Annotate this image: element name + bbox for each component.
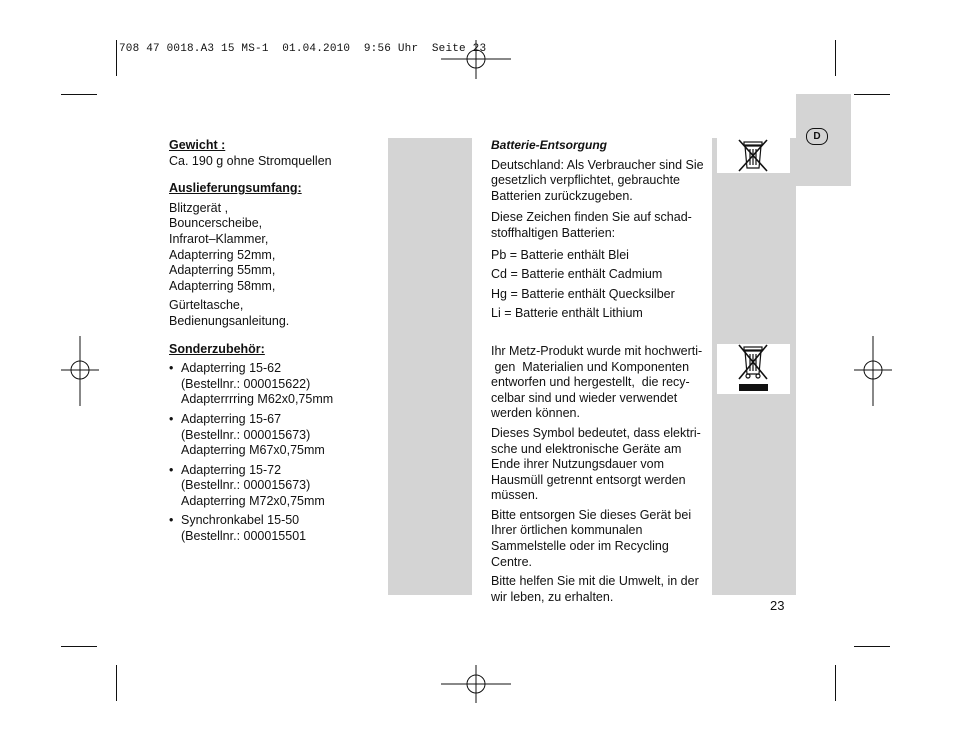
accessories-heading: Sonderzubehör: — [169, 341, 265, 356]
text-line: Bitte helfen Sie mit die Umwelt, in der — [491, 574, 699, 589]
list-item — [169, 463, 384, 510]
right-column — [491, 138, 713, 611]
delivery-item: Bouncerscheibe, — [169, 216, 263, 231]
accessory-name: • Adapterring 15-72 — [181, 462, 282, 477]
list-item — [169, 412, 384, 459]
text-line: Deutschland: Als Verbraucher sind Sie — [491, 157, 704, 172]
weight-heading: Gewicht : — [169, 138, 226, 152]
delivery-group-1 — [169, 201, 384, 295]
text-line: Bitte entsorgen Sie dieses Gerät bei — [491, 507, 692, 522]
accessory-thread: Adapterring M72x0,75mm — [181, 493, 325, 508]
section-title: Batterie-Entsorgung — [491, 138, 608, 152]
text-line: Dieses Symbol bedeutet, dass elektri- — [491, 425, 701, 440]
paragraph-product — [491, 344, 713, 422]
text-line: Diese Zeichen finden Sie auf schad- — [491, 210, 692, 225]
delivery-item: Adapterring 55mm, — [169, 263, 276, 278]
text-line: Batterien zurückzugeben. — [491, 188, 633, 203]
delivery-group-2 — [169, 298, 384, 329]
weee-icon-box — [717, 344, 790, 394]
language-badge: D — [806, 128, 828, 145]
text-line: entworfen und hergestellt, die recy- — [491, 375, 690, 390]
paragraph-environment — [491, 574, 713, 605]
text-line: gen Materialien und Komponenten — [491, 359, 690, 374]
cadmium-line: Cd = Batterie enthält Cadmium — [491, 267, 663, 282]
text-line: gesetzlich verpflichtet, gebrauchte — [491, 173, 680, 188]
accessory-order: (Bestellnr.: 000015501 — [181, 529, 307, 544]
delivery-item: Bedienungsanleitung. — [169, 313, 290, 328]
delivery-item: Blitzgerät , — [169, 200, 229, 215]
accessory-name: • Synchronkabel 15-50 — [181, 513, 300, 528]
delivery-item: Adapterring 52mm, — [169, 247, 276, 262]
accessory-thread: Adapterring M67x0,75mm — [181, 443, 325, 458]
battery-icon-box — [717, 138, 790, 173]
crossed-out-bin-icon — [717, 138, 790, 173]
text-line: Hausmüll getrennt entsorgt werden — [491, 472, 686, 487]
accessory-name: • Adapterring 15-62 — [181, 361, 282, 376]
text-line: Centre. — [491, 554, 532, 569]
lead-line: Pb = Batterie enthält Blei — [491, 247, 629, 262]
page-number: 23 — [770, 598, 785, 613]
lithium-line: Li = Batterie enthält Lithium — [491, 306, 643, 321]
delivery-item: Adapterring 58mm, — [169, 278, 276, 293]
text-line: Ende ihrer Nutzungsdauer vom — [491, 457, 665, 472]
text-line: celbar sind und wieder verwendet — [491, 390, 678, 405]
text-line: Ihrer örtlichen kommunalen — [491, 523, 643, 538]
delivery-item: Gürteltasche, — [169, 298, 244, 313]
delivery-item: Infrarot–Klammer, — [169, 231, 269, 246]
accessory-order: (Bestellnr.: 000015673) — [181, 427, 311, 442]
gray-column-panel — [388, 138, 472, 595]
list-item — [169, 361, 384, 408]
text-line: Sammelstelle oder im Recycling — [491, 539, 669, 554]
delivery-heading: Auslieferungsumfang: — [169, 181, 302, 196]
accessory-order: (Bestellnr.: 000015673) — [181, 478, 311, 493]
print-header: 708 47 0018.A3 15 MS-1 01.04.2010 9:56 Uhr Seite 23 — [119, 43, 487, 55]
text-line: stoffhaltigen Batterien: — [491, 225, 616, 240]
paragraph-symbol-meaning — [491, 426, 713, 504]
accessory-name: • Adapterring 15-67 — [181, 411, 282, 426]
text-line: wir leben, zu erhalten. — [491, 589, 614, 604]
accessory-order: (Bestellnr.: 000015622) — [181, 376, 311, 391]
left-column — [169, 138, 384, 549]
mercury-line: Hg = Batterie enthält Quecksilber — [491, 286, 675, 301]
list-item — [169, 513, 384, 544]
paragraph-symbols — [491, 210, 713, 241]
text-line: Ihr Metz-Produkt wurde mit hochwerti- — [491, 343, 703, 358]
paragraph-legal — [491, 158, 713, 205]
crossed-out-bin-with-bar-icon — [717, 344, 790, 394]
weight-value: Ca. 190 g ohne Stromquellen — [169, 153, 332, 168]
text-line: müssen. — [491, 488, 539, 503]
accessory-thread: Adapterrrring M62x0,75mm — [181, 392, 334, 407]
text-line: werden können. — [491, 406, 580, 421]
text-line: sche und elektronische Geräte am — [491, 441, 682, 456]
paragraph-dispose — [491, 508, 713, 570]
accessories-list — [169, 361, 384, 545]
